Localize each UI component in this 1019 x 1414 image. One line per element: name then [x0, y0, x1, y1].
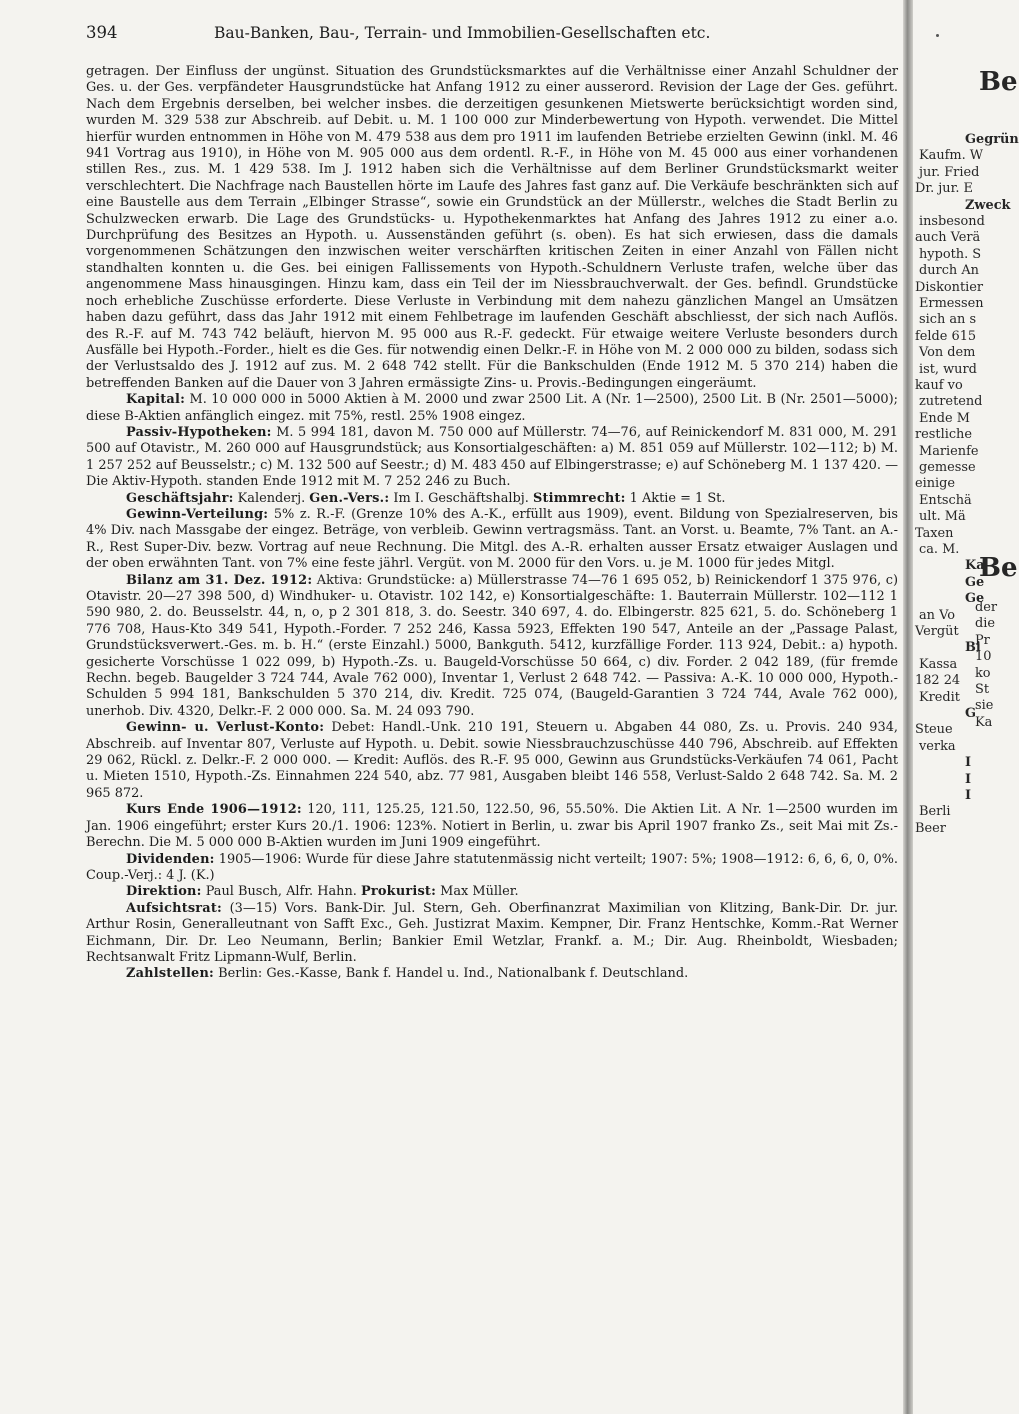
- paragraph-text: M. 10 000 000 in 5000 Aktien à M. 2000 und zwar 2500 Lit. A (Nr. 1—2500), 2500 Lit. B (Nr. 2501—5000); diese B-Aktien anfänglich eingez. mit 75%, restl. 25% 1908 eingez.: [86, 392, 898, 424]
- adjacent-line: I: [965, 771, 972, 787]
- section-label: Passiv-Hypotheken:: [126, 424, 272, 440]
- adjacent-line: Ge: [965, 574, 985, 590]
- adjacent-line: Von dem: [919, 345, 976, 361]
- paragraph-text: Paul Busch, Alfr. Hahn.: [205, 884, 357, 900]
- paragraph-text: getragen. Der Einfluss der ungünst. Situation des Grundstücksmarktes auf die Verhältnisse einer Anzahl Schuldner der Ges. u. der Ges. verpfändeter Hausgrundstücke hat Anfang 1912 zu einer ausserord. Revision der Lage der Ges. geführt. Nach dem Ergebnis derselben, bei welcher insbes. die derzeitigen gesunkenen Mietswerte berücksichtigt worden sind, wurden M. 329 538 zur Abschreib. auf Debit. u. M. 1 100 000 zur Minderbewertung von Hypoth. verwendet. Die Mittel hierfür wurden entnommen in Höhe von M. 479 538 aus dem pro 1911 im laufenden Betriebe erzielten Gewinn (inkl. M. 46 941 Vortrag aus 1910), in Höhe von M. 905 000 aus dem ordentl. R.-F., in Höhe von M. 45 000 aus einer vorhandenen stillen Res., zus. M. 1 429 538. Im J. 1912 haben sich die Verhältnisse auf dem Berliner Grundstücksmarkt weiter verschlechtert. Die Nachfrage nach Baustellen hörte im Laufe des Jahres fast ganz auf. Die Verkäufe beschränkten sich auf eine Baustelle aus dem Terrain „Elbinger Strasse“, sowie ein Grundstück an der Müllerstr., welches die Stadt Berlin zu Schulzwecken erwarb. Die Lage des Grundstücks- u. Hypothekenmarktes hat Anfang des Jahres 1912 zu einer a.o. Durchprüfung des Besitzes an Hypoth. u. Aussenständen geführt (s. oben). Es hat sich erwiesen, dass die damals vorgenommenen Schätzungen den inzwischen weiter verschärften kritischen Zeiten in einer Anzahl von Fällen nicht standhalten konnten u. die Ges. bei einigen Fallissements von Hypoth.-Schuldnern Verluste trafen, welche über das angenommene Mass hinausgingen. Hinzu kam, dass ein Teil der im Niessbrauchverwalt. der Ges. befindl. Grundstücke noch erhebliche Zuschüsse erforderte. Diese Verluste in Verbindung mit dem nahezu gänzlichen Mangel an Umsätzen haben dazu geführt, dass das Jahr 1912 mit einem Fehlbetrage im laufenden Geschäft abschliesst, der sich nach Auflös. des R.-F. auf M. 743 742 beläuft, hiervon M. 95 000 aus R.-F. gedeckt. Für etwaige weitere Verluste besonders durch Ausfälle bei Hypoth.-Forder., hielt es die Ges. für notwendig einen Delkr.-F. in Höhe von M. 2 000 000 zu bilden, sodass sich der Verlustsaldo des J. 1912 auf zus. M. 2 648 742 stellt. Für die Bankschulden (Ende 1912 M. 5 370 214) haben die betreffenden Banken auf die Dauer von 3 Jahren ermässigte Zins- u. Provis.-Bedingungen eingeräumt.: [86, 64, 898, 391]
- adjacent-line: einige: [915, 476, 956, 492]
- section-label: Gen.-Vers.:: [309, 490, 390, 506]
- paragraph-text: Aktiva: Grundstücke: a) Müllerstrasse 74—76 1 695 052, b) Reinickendorf 1 375 976, c) Otavistr. 20—27 398 500, d) Windhuker- u. Otavistr. 102 142, e) Konsortialgeschäfte: 1. Bauterrain Müllerstr. 102—112 1 590 980, 2. do. Beusselstr. 44, n, o, p 2 301 818, 3. do. Seestr. 340 697, 4. do. Elbingerstr. 825 621, 5. do. Schöneberg 1 776 708, Haus-Kto 349 541, Hypoth.-Forder. 7 252 246, Kassa 5923, Effekten 190 547, Anteile an der „Passage Palast, Grundstücksverwert.-Ges. m. b. H.“ (erste Einzahl.) 5000, Bankguth. 5412, kurzfällige Forder. 113 924, Debit.: a) hypoth. gesicherte Vorschüsse 1 022 099, b) Hypoth.-Zs. u. Baugeld-Vorschüsse 50 664, c) div. Forder. 2 042 189, (für fremde Rechn. begeb. Baugelder 3 724 744, Avale 762 000), Inventar 1, Verlust 2 648 742. — Passiva: A.-K. 10 000 000, Hypoth.-Schulden 5 994 181, Bankschulden 5 370 214, div. Kredit. 725 074, (Baugeld-Garantien 3 724 744, Avale 762 000), unerhob. Div. 4320, Delkr.-F. 2 000 000. Sa. M. 24 093 790.: [86, 572, 898, 719]
- paragraph-text: Berlin: Ges.-Kasse, Bank f. Handel u. Ind., Nationalbank f. Deutschland.: [218, 966, 689, 982]
- adjacent-line: Ka: [965, 558, 985, 574]
- adjacent-line: Ende M: [919, 410, 970, 426]
- adjacent-line: zutretend: [919, 394, 983, 410]
- adjacent-line: jur. Fried: [919, 164, 980, 180]
- kurs-paragraph: [86, 802, 898, 851]
- section-label: Bilanz am 31. Dez. 1912:: [126, 572, 313, 588]
- adjacent-line: hypoth. S: [919, 246, 982, 262]
- book-gutter: [903, 0, 913, 1414]
- page-header: [86, 20, 906, 46]
- section-label: Direktion:: [126, 884, 202, 900]
- direktion-paragraph: [86, 884, 898, 900]
- adjacent-line: Kassa: [919, 656, 958, 672]
- adjacent-line: Steue: [915, 722, 953, 738]
- geschaeftsjahr-paragraph: [86, 491, 898, 507]
- adjacent-line: Entschä: [919, 492, 972, 508]
- adjacent-heading-top: Be: [979, 67, 1018, 97]
- aufsichtsrat-paragraph: [86, 901, 898, 967]
- main-column: [86, 64, 898, 1399]
- section-label: Gewinn-Verteilung:: [126, 506, 269, 522]
- adjacent-line: Diskontier: [915, 279, 984, 295]
- section-label: Kapital:: [126, 392, 186, 408]
- section-label: Dividenden:: [126, 851, 215, 867]
- adjacent-line: auch Verä: [915, 230, 981, 246]
- adjacent-line: 182 24: [915, 673, 961, 689]
- adjacent-line: an Vo: [919, 607, 955, 623]
- adjacent-line: sie: [975, 698, 994, 714]
- adjacent-line: Bi: [965, 640, 981, 656]
- adjacent-line: gemesse: [919, 460, 976, 475]
- adjacent-line: Marienfe: [919, 443, 979, 459]
- adjacent-line: ist, wurd: [919, 361, 977, 377]
- paragraph-text: M. 5 994 181, davon M. 750 000 auf Müllerstr. 74—76, auf Reinickendorf M. 831 000, M. 291 500 auf Otavistr., M. 260 000 auf Hausgrundstück; aus Konsortialgeschäften: a) M. 851 059 auf Müllerstr. 102—112; b) M. 1 257 252 auf Beusselstr.; c) M. 132 500 auf Seestr.; d) M. 483 450 auf Elbingerstrasse; e) auf Schöneberg M. 1 137 420. — Die Aktiv-Hypoth. standen Ende 1912 mit M. 7 252 246 zu Buch.: [86, 424, 898, 490]
- adjacent-line: Taxen: [915, 525, 954, 541]
- adjacent-line: Ge: [965, 591, 985, 607]
- adjacent-line: St: [975, 682, 990, 697]
- paragraph-text: Debet: Handl.-Unk. 210 191, Steuern u. Abgaben 44 080, Zs. u. Provis. 240 934, Abschreib. auf Inventar 807, Verluste auf Hypoth. u. Debit. sowie Niessbrauchzuschüsse 440 796, Abschreib. auf Effekten 29 062, Rückl. z. Delkr.-F. 2 000 000. — Kredit: Auflös. des R.-F. 95 000, Gewinn aus Grundstücks-Verkäufen 74 061, Pacht u. Mieten 1510, Hypoth.-Zs. Einnahmen 224 540, abz. 77 981, Ausgaben bleibt 146 558, Verlust-Saldo 2 648 742. Sa. M. 2 965 872.: [86, 720, 898, 801]
- adjacent-page-column: [913, 60, 1019, 1400]
- gewinn-verteilung-paragraph: [86, 507, 898, 573]
- adjacent-line: kauf vo: [915, 378, 963, 393]
- adjacent-line: ca. M.: [919, 542, 960, 557]
- scan-speck: [936, 34, 939, 37]
- kapital-paragraph: [86, 392, 898, 425]
- paragraph-text: 1905—1906: Wurde für diese Jahre statutenmässig nicht verteilt; 1907: 5%; 1908—1912: 6, 6, 6, 0, 0%. Coup.-Verj.: 4 J. (K.): [86, 851, 898, 883]
- adjacent-line: durch An: [919, 263, 979, 279]
- bilanz-paragraph: [86, 573, 898, 721]
- section-label: Gewinn- u. Verlust-Konto:: [126, 720, 325, 736]
- dividenden-paragraph: [86, 852, 898, 885]
- adjacent-line: I: [965, 755, 972, 771]
- adjacent-line: Zweck: [965, 197, 1011, 213]
- adjacent-line: Beer: [915, 820, 946, 836]
- gewinn-verlust-konto-paragraph: [86, 720, 898, 802]
- section-label: Aufsichtsrat:: [126, 900, 222, 916]
- paragraph-text: (3—15) Vors. Bank-Dir. Jul. Stern, Geh. Oberfinanzrat Maximilian von Klitzing, Bank-Dir. Dr. jur. Arthur Rosin, Generalleutnant von Safft Exc., Geh. Justizrat Maxim. Kempner, Dir. Franz Hentschke, Komm.-Rat Werner Eichmann, Dir. Dr. Leo Neumann, Berlin; Bankier Emil Wetzlar, Frankf. a. M.; Dir. Aug. Rheinboldt, Wiesbaden; Rechtsanwalt Fritz Lipmann-Wulf, Berlin.: [86, 900, 898, 965]
- adjacent-line: restliche: [915, 427, 972, 443]
- section-label: Prokurist:: [361, 884, 437, 900]
- adjacent-line: Pr: [975, 632, 990, 648]
- section-label: Stimmrecht:: [532, 490, 626, 506]
- adjacent-line: der: [975, 600, 998, 615]
- adjacent-line: Gegrün: [965, 132, 1019, 147]
- adjacent-line: Kaufm. W: [919, 148, 984, 164]
- adjacent-line: verka: [919, 738, 956, 754]
- adjacent-line: 10: [975, 649, 992, 665]
- section-label: Zahlstellen:: [126, 966, 214, 982]
- adjacent-line: Berli: [919, 804, 951, 820]
- running-title: Bau-Banken, Bau-, Terrain- und Immobilien-Gesellschaften etc.: [214, 24, 711, 42]
- paragraph-text: Im I. Geschäftshalbj.: [393, 490, 529, 506]
- adjacent-line: sich an s: [919, 312, 977, 328]
- adjacent-heading-bottom: Be: [979, 553, 1018, 583]
- page-number: 394: [86, 23, 118, 42]
- paragraph-text: Kalenderj.: [237, 490, 306, 506]
- adjacent-line: Dr. jur. E: [915, 181, 973, 197]
- paragraph-text: 120, 111, 125.25, 121.50, 122.50, 96, 55.50%. Die Aktien Lit. A Nr. 1—2500 wurden im Jan. 1906 eingeführt; erster Kurs 20./1. 1906: 123%. Notiert in Berlin, u. zwar bis April 1907 franko Zs., seit Mai mit Zs.-Berechn. Die M. 5 000 000 B-Aktien wurden im Juni 1909 eingeführt.: [86, 802, 898, 851]
- paragraph-text: Max Müller.: [440, 884, 519, 900]
- adjacent-line: I: [965, 788, 972, 803]
- adjacent-line: Vergüt: [915, 624, 959, 639]
- adjacent-line: felde 615: [915, 328, 977, 344]
- intro-paragraph: [86, 64, 898, 392]
- adjacent-line: ko: [975, 665, 991, 681]
- adjacent-line: Ermessen: [919, 296, 984, 311]
- section-label: Geschäftsjahr:: [126, 490, 234, 506]
- adjacent-line: die: [975, 616, 996, 632]
- adjacent-line: insbesond: [919, 214, 985, 229]
- paragraph-text: 1 Aktie = 1 St.: [629, 490, 726, 506]
- adjacent-line: Kredit: [919, 689, 960, 705]
- paragraph-text: 5% z. R.-F. (Grenze 10% des A.-K., erfüllt aus 1909), event. Bildung von Spezialreserven, bis 4% Div. nach Massgabe der eingez. Beträge, von verbleib. Gewinn vertragsmäss. Tant. an Vorst. u. Beamte, 7% Tant. an A.-R., Rest Super-Div. bezw. Vortrag auf neue Rechnung. Die Mitgl. des A.-R. erhalten ausser Ersatz etwaiger Auslagen und der oben erwähnten Tant. von 7% eine feste jährl. Vergüt. von M. 2000 für den Vors. u. je M. 1000 für jedes Mitgl.: [86, 506, 898, 572]
- adjacent-line: Ka: [975, 714, 993, 730]
- section-label: Kurs Ende 1906—1912:: [126, 802, 302, 818]
- zahlstellen-paragraph: [86, 966, 898, 982]
- adjacent-line: G: [965, 706, 977, 721]
- adjacent-line: ult. Mä: [919, 509, 966, 525]
- passiv-hypotheken-paragraph: [86, 425, 898, 491]
